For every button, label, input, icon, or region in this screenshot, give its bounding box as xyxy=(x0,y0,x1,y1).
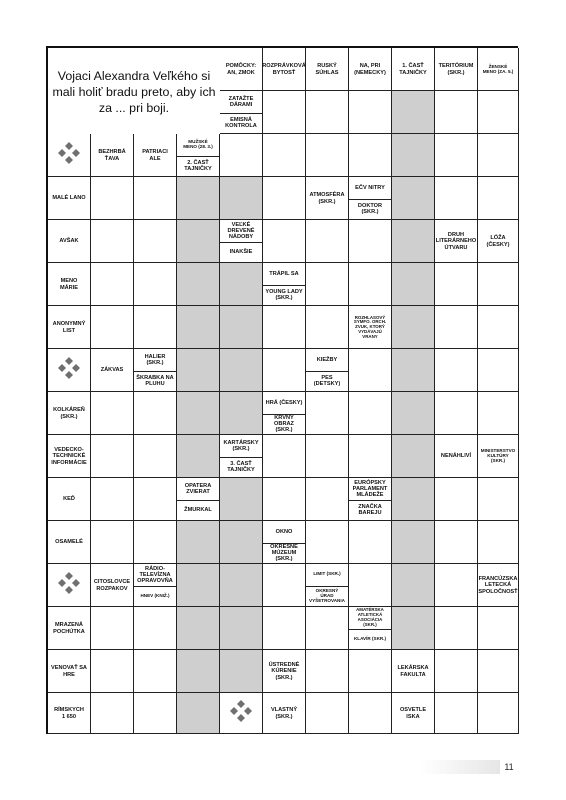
clue-text: BEZHRBÁ ŤAVA xyxy=(98,149,126,162)
ornament-cell xyxy=(48,134,91,177)
clue-cell xyxy=(478,48,519,91)
clue-text: PES (DETSKY) xyxy=(313,375,341,388)
crossword-grid xyxy=(46,46,518,734)
clue-cell xyxy=(263,650,306,693)
clue-cell xyxy=(392,650,435,693)
answer-cell xyxy=(91,435,134,478)
clue-text: RÁDIO- TELEVÍZNA OPRAVOVŇA xyxy=(137,565,173,584)
clue-text: HRÁ (ČESKY) xyxy=(265,399,303,406)
answer-cell xyxy=(478,521,519,564)
clue-cell xyxy=(263,263,306,306)
answer-cell xyxy=(478,349,519,392)
clue-divider xyxy=(263,285,305,286)
clue-text: MUŽSKÉ MENO (28. 3.) xyxy=(183,138,213,149)
clue-text: MALÉ LANO xyxy=(52,195,86,202)
clue-cell xyxy=(478,435,519,478)
clue-text: MRAZENÁ POCHÚTKA xyxy=(53,622,85,635)
clue-cell xyxy=(392,48,435,91)
clue-cell xyxy=(349,177,392,220)
shaded-answer-cell xyxy=(220,478,263,521)
clue-cell xyxy=(177,134,220,177)
answer-cell xyxy=(435,134,478,177)
answer-cell xyxy=(306,134,349,177)
answer-cell xyxy=(435,564,478,607)
clue-text: DOKTOR (SKR.) xyxy=(357,203,383,216)
ornament-cell xyxy=(48,349,91,392)
answer-cell xyxy=(478,693,519,734)
clue-text: OKNO xyxy=(275,528,293,535)
shaded-answer-cell xyxy=(392,564,435,607)
clue-text: CITOSLOVCE ROZPAKOV xyxy=(93,579,131,592)
clue-text: OKRESNÝ ÚRAD VYŠETROVANIA xyxy=(309,587,345,603)
clue-text: KOLKÁREŇ (SKR.) xyxy=(53,407,85,420)
answer-cell xyxy=(478,392,519,435)
answer-cell xyxy=(435,392,478,435)
clue-divider xyxy=(177,500,219,501)
answer-cell xyxy=(134,607,177,650)
clue-text: VENOVAŤ SA HRE xyxy=(51,665,87,678)
clue-cell xyxy=(478,220,519,263)
answer-cell xyxy=(435,521,478,564)
clue-text: FRANCÚZSKA LETECKÁ SPOLOČNOSŤ xyxy=(478,576,518,595)
clue-text: OKRESNÉ MÚZEUM (SKR.) xyxy=(270,544,298,563)
clue-cell xyxy=(48,392,91,435)
clue-text: VLASTNÝ (SKR.) xyxy=(270,707,298,720)
clue-text: YOUNG LADY (SKR.) xyxy=(265,289,303,302)
clue-text: ŽMURKAL xyxy=(184,507,212,514)
shaded-answer-cell xyxy=(392,478,435,521)
answer-cell xyxy=(263,349,306,392)
shaded-answer-cell xyxy=(177,607,220,650)
clue-cell xyxy=(134,134,177,177)
answer-cell xyxy=(134,435,177,478)
answer-cell xyxy=(134,263,177,306)
clue-text: 2. ČASŤ TAJNIČKY xyxy=(184,160,212,173)
answer-cell xyxy=(349,521,392,564)
clue-cell xyxy=(48,435,91,478)
answer-cell xyxy=(435,263,478,306)
answer-cell xyxy=(306,392,349,435)
shaded-answer-cell xyxy=(220,650,263,693)
clue-text: AVŠAK xyxy=(59,238,79,245)
clue-text: LIMIT (SKR.) xyxy=(313,571,341,577)
answer-cell xyxy=(435,91,478,134)
shaded-answer-cell xyxy=(177,263,220,306)
clue-cell xyxy=(48,220,91,263)
shaded-answer-cell xyxy=(392,392,435,435)
answer-cell xyxy=(306,435,349,478)
clue-text: DRUH LITERÁRNEHO ÚTVARU xyxy=(435,232,477,251)
clue-cell xyxy=(91,564,134,607)
clue-cell xyxy=(134,349,177,392)
answer-cell xyxy=(349,435,392,478)
answer-cell xyxy=(91,521,134,564)
clue-cell xyxy=(48,478,91,521)
answer-cell xyxy=(134,478,177,521)
clue-divider xyxy=(306,586,348,587)
clue-text: OSAMELÉ xyxy=(55,539,83,546)
clue-cell xyxy=(177,478,220,521)
shaded-answer-cell xyxy=(177,392,220,435)
clue-text: VEĽKÉ DREVENÉ NÁDOBY xyxy=(227,221,255,240)
answer-cell xyxy=(134,220,177,263)
shaded-answer-cell xyxy=(392,607,435,650)
clue-text: RÍMSKYCH 1 650 xyxy=(54,707,84,720)
clue-cell xyxy=(91,134,134,177)
clue-text: NA, PRI (NEMECKY) xyxy=(354,63,386,76)
answer-cell xyxy=(134,650,177,693)
answer-cell xyxy=(263,607,306,650)
shaded-answer-cell xyxy=(220,263,263,306)
clue-cell xyxy=(48,650,91,693)
clue-text: ŽENSKÉ MENO (ZA. 5.) xyxy=(482,63,514,74)
clue-text: ZÁKVAS xyxy=(100,367,124,374)
clue-cell xyxy=(48,306,91,349)
clue-cell xyxy=(91,349,134,392)
clue-text: KIEŽBY xyxy=(316,356,338,363)
answer-cell xyxy=(263,177,306,220)
answer-cell xyxy=(91,220,134,263)
answer-cell xyxy=(349,91,392,134)
clue-text: HALIER (SKR.) xyxy=(144,353,166,366)
answer-cell xyxy=(91,607,134,650)
clue-cell xyxy=(392,693,435,734)
clue-cell xyxy=(349,306,392,349)
clue-cell xyxy=(435,435,478,478)
answer-cell xyxy=(435,607,478,650)
clue-cell xyxy=(306,48,349,91)
clue-text: MINISTERSTVO KULTÚRY (SKR.) xyxy=(480,448,516,463)
answer-cell xyxy=(220,134,263,177)
clue-text: ZATAŽTE DÁRAMI xyxy=(228,95,254,108)
answer-cell xyxy=(349,392,392,435)
clue-cell xyxy=(435,220,478,263)
clue-text: EMISNÁ KONTROLA xyxy=(225,117,257,130)
answer-cell xyxy=(134,693,177,734)
shaded-answer-cell xyxy=(220,392,263,435)
clue-text: ROZPRÁVKOVÁ BYTOSŤ xyxy=(262,63,306,76)
clue-text: MENO MÁRIE xyxy=(59,278,79,291)
answer-cell xyxy=(134,392,177,435)
answer-cell xyxy=(263,478,306,521)
clue-text: 1. ČASŤ TAJNIČKY xyxy=(399,63,427,76)
clue-text: EURÓPSKY PARLAMENT MLÁDEŽE xyxy=(352,479,388,498)
clue-cell xyxy=(220,48,263,91)
shaded-answer-cell xyxy=(177,650,220,693)
clue-text: TRÁPIL SA xyxy=(269,270,299,277)
clue-cell xyxy=(263,521,306,564)
shaded-answer-cell xyxy=(220,177,263,220)
clue-text: AMATÉRSKA ATLETICKÁ ASOCIÁCIA (SKR.) xyxy=(356,607,384,627)
clue-cell xyxy=(220,435,263,478)
clue-cell xyxy=(306,177,349,220)
answer-cell xyxy=(91,650,134,693)
clue-cell xyxy=(435,48,478,91)
clue-cell xyxy=(220,220,263,263)
clue-text: ATMOSFÉRA (SKR.) xyxy=(309,192,345,205)
shaded-answer-cell xyxy=(392,435,435,478)
shaded-answer-cell xyxy=(177,306,220,349)
shaded-answer-cell xyxy=(392,177,435,220)
diamond-cluster-icon xyxy=(230,700,252,727)
answer-cell xyxy=(91,478,134,521)
clue-cell xyxy=(478,564,519,607)
clue-divider xyxy=(220,457,262,458)
answer-cell xyxy=(263,91,306,134)
shaded-answer-cell xyxy=(220,349,263,392)
puzzle-title: Vojaci Alexandra Veľkého si mali holiť bradu preto, aby ich za ... pri boji. xyxy=(52,68,216,115)
diamond-cluster-icon xyxy=(58,357,80,384)
shaded-answer-cell xyxy=(392,134,435,177)
answer-cell xyxy=(478,478,519,521)
answer-cell xyxy=(349,220,392,263)
answer-cell xyxy=(91,263,134,306)
clue-divider xyxy=(177,156,219,157)
clue-text: RUSKÝ SÚHLAS xyxy=(315,63,339,76)
shaded-answer-cell xyxy=(177,564,220,607)
answer-cell xyxy=(435,650,478,693)
clue-text: PATRIACI ALE xyxy=(142,149,168,162)
clue-text: ÚSTREDNÉ KÚRENIE (SKR.) xyxy=(268,662,300,681)
diamond-cluster-icon xyxy=(58,572,80,599)
answer-cell xyxy=(306,220,349,263)
page-number: 11 xyxy=(504,762,514,772)
shaded-answer-cell xyxy=(220,607,263,650)
answer-cell xyxy=(435,349,478,392)
clue-cell xyxy=(306,349,349,392)
clue-text: OPATERA ZVIERAT xyxy=(184,482,212,495)
shaded-answer-cell xyxy=(392,306,435,349)
clue-cell xyxy=(48,693,91,734)
answer-cell xyxy=(263,220,306,263)
answer-cell xyxy=(263,306,306,349)
clue-text: ŠKRABKA NA PLUHU xyxy=(136,375,174,388)
answer-cell xyxy=(478,263,519,306)
answer-cell xyxy=(91,693,134,734)
shaded-answer-cell xyxy=(392,263,435,306)
shaded-answer-cell xyxy=(177,693,220,734)
answer-cell xyxy=(306,91,349,134)
answer-cell xyxy=(349,263,392,306)
clue-text: TERITÓRIUM (SKR.) xyxy=(438,63,474,76)
clue-divider xyxy=(349,629,391,630)
answer-cell xyxy=(478,650,519,693)
answer-cell xyxy=(306,478,349,521)
shaded-answer-cell xyxy=(177,521,220,564)
clue-cell xyxy=(263,48,306,91)
puzzle-title-box xyxy=(48,48,221,136)
answer-cell xyxy=(134,177,177,220)
clue-text: EČV NITRY xyxy=(355,184,385,191)
answer-cell xyxy=(306,693,349,734)
clue-cell xyxy=(349,478,392,521)
ornament-cell xyxy=(48,564,91,607)
answer-cell xyxy=(306,263,349,306)
clue-text: VEDECKO- TECHNICKÉ INFORMÁCIE xyxy=(51,447,87,466)
clue-text: LÓŽA (ČESKY) xyxy=(486,235,510,248)
clue-cell xyxy=(48,521,91,564)
clue-cell xyxy=(306,564,349,607)
clue-divider xyxy=(134,371,176,372)
clue-text: KLAVÍR (SKR.) xyxy=(353,635,387,641)
clue-divider xyxy=(134,586,176,587)
shaded-answer-cell xyxy=(220,521,263,564)
answer-cell xyxy=(263,134,306,177)
answer-cell xyxy=(306,607,349,650)
clue-text: ROZHLASOVÝ SYMFO. ORCH. ZVUK, KTORÝ VYDÁVAJÚ VRANY xyxy=(353,314,387,339)
clue-text: KEĎ xyxy=(63,496,75,503)
answer-cell xyxy=(263,435,306,478)
clue-divider xyxy=(263,543,305,544)
diamond-cluster-icon xyxy=(58,142,80,169)
answer-cell xyxy=(435,478,478,521)
answer-cell xyxy=(306,650,349,693)
answer-cell xyxy=(349,349,392,392)
clue-cell xyxy=(263,693,306,734)
shaded-answer-cell xyxy=(392,521,435,564)
clue-text: ANONYMNÝ LIST xyxy=(52,321,86,334)
answer-cell xyxy=(349,564,392,607)
clue-divider xyxy=(349,199,391,200)
clue-text: KRVNÝ OBRAZ (SKR.) xyxy=(274,415,294,434)
shaded-answer-cell xyxy=(177,220,220,263)
answer-cell xyxy=(478,607,519,650)
shaded-answer-cell xyxy=(220,306,263,349)
answer-cell xyxy=(306,521,349,564)
shaded-answer-cell xyxy=(392,349,435,392)
clue-divider xyxy=(220,242,262,243)
clue-divider xyxy=(220,113,262,114)
answer-cell xyxy=(435,306,478,349)
answer-cell xyxy=(478,134,519,177)
answer-cell xyxy=(349,650,392,693)
clue-text: INAKŠIE xyxy=(229,249,253,256)
shaded-answer-cell xyxy=(392,91,435,134)
clue-divider xyxy=(263,414,305,415)
answer-cell xyxy=(478,177,519,220)
ornament-cell xyxy=(220,693,263,734)
clue-cell xyxy=(349,607,392,650)
clue-cell xyxy=(220,91,263,134)
clue-text: HNEV (KNIŽ.) xyxy=(140,592,170,598)
shaded-answer-cell xyxy=(392,220,435,263)
clue-text: 3. ČASŤ TAJNIČKY xyxy=(227,461,255,474)
clue-cell xyxy=(263,392,306,435)
shaded-answer-cell xyxy=(177,435,220,478)
answer-cell xyxy=(478,91,519,134)
clue-text: OSVETLE ISKA xyxy=(399,707,427,720)
clue-cell xyxy=(48,263,91,306)
answer-cell xyxy=(134,306,177,349)
answer-cell xyxy=(435,177,478,220)
clue-cell xyxy=(48,607,91,650)
answer-cell xyxy=(91,177,134,220)
answer-cell xyxy=(134,521,177,564)
clue-text: ZNAČKA BAREJU xyxy=(358,504,382,517)
answer-cell xyxy=(91,392,134,435)
clue-text: LEKÁRSKA FAKULTA xyxy=(397,665,429,678)
shaded-answer-cell xyxy=(177,349,220,392)
footer-band xyxy=(420,760,500,774)
answer-cell xyxy=(435,693,478,734)
shaded-answer-cell xyxy=(220,564,263,607)
clue-cell xyxy=(349,48,392,91)
clue-cell xyxy=(134,564,177,607)
answer-cell xyxy=(349,134,392,177)
answer-cell xyxy=(478,306,519,349)
answer-cell xyxy=(263,564,306,607)
answer-cell xyxy=(91,306,134,349)
clue-text: POMÔCKY: AN, ZMOK xyxy=(225,63,257,76)
clue-divider xyxy=(306,371,348,372)
clue-divider xyxy=(349,500,391,501)
answer-cell xyxy=(306,306,349,349)
shaded-answer-cell xyxy=(177,177,220,220)
clue-text: NENÁHLIVÍ xyxy=(440,453,472,460)
clue-text: KARTÁRSKY (SKR.) xyxy=(223,439,259,452)
clue-cell xyxy=(48,177,91,220)
answer-cell xyxy=(349,693,392,734)
